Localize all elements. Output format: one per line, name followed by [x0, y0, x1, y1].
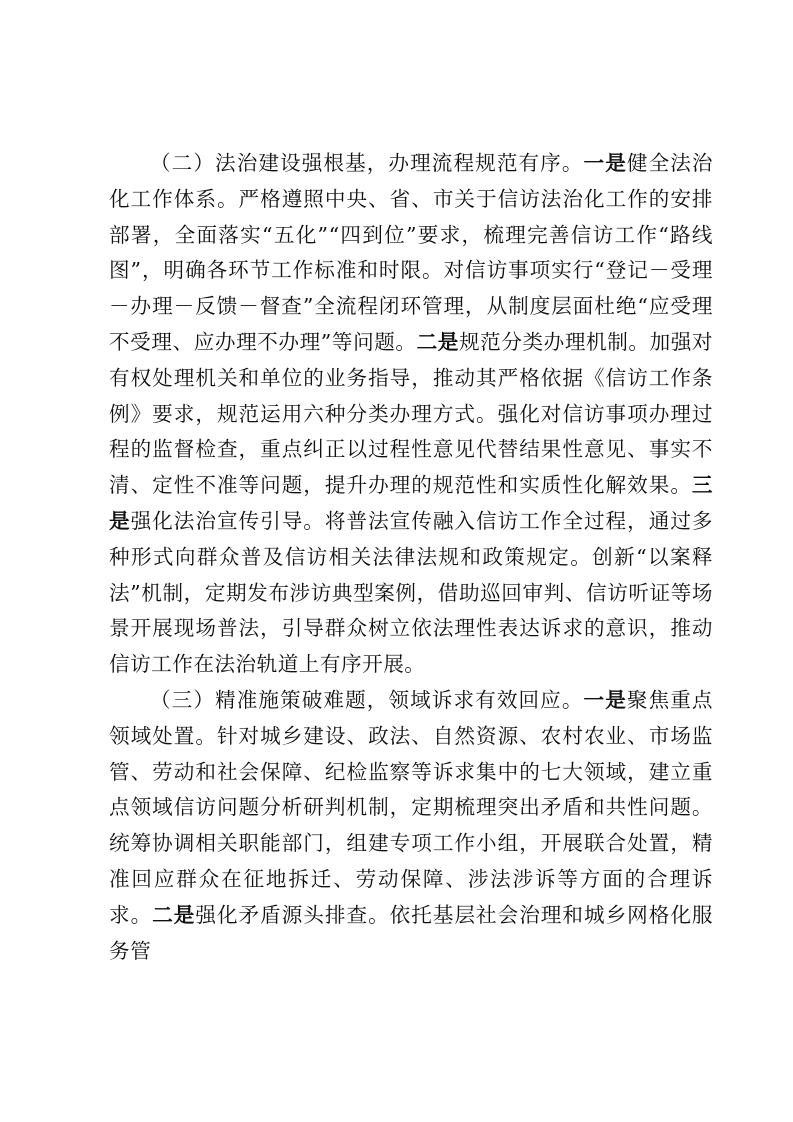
point-lead: 一是 — [583, 687, 627, 712]
document-page — [109, 146, 713, 969]
paragraph-section-3 — [109, 683, 713, 969]
point-text: 强化法治宣传引导。将普法宣传融入信访工作全过程，通过多种形式向群众普及信访相关法律法规和政策规定。创新“以案释法”机制，定期发布涉访典型案例，借助巡回审判、信访听证等场景开展现场普法，引导群众树立依法理性表达诉求的意识，推动信访工作在法治轨道上有序开展。 — [109, 508, 714, 677]
point-text: 规范分类办理机制。加强对有权处理机关和单位的业务指导，推动其严格依据《信访工作条例》要求，规范运用六种分类办理方式。强化对信访事项办理过程的监督检查，重点纠正以过程性意见代替结果性意见、事实不清、定性不准等问题，提升办理的规范性和实质性化解效果。 — [109, 329, 714, 498]
section-heading-3: （三）精准施策破难题，领域诉求有效回应。 — [150, 687, 584, 712]
paragraph-section-2 — [109, 146, 713, 683]
point-text: 强化矛盾源头排查。依托基层社会治理和城乡网格化服务管 — [109, 902, 714, 963]
point-text: 健全法治化工作体系。严格遵照中央、省、市关于信访法治化工作的安排部署，全面落实“五化”“四到位”要求，梳理完善信访工作“路线图”，明确各环节工作标准和时限。对信访事项实行“登记－受理－办理－反馈－督查”全流程闭环管理，从制度层面杜绝“应受理不受理、应办理不办理”等问题。 — [109, 151, 714, 354]
point-lead: 三是 — [109, 473, 713, 533]
point-lead: 二是 — [416, 329, 459, 354]
section-heading-2: （二）法治建设强根基，办理流程规范有序。 — [150, 151, 584, 175]
point-lead: 一是 — [583, 151, 627, 175]
point-text: 聚焦重点领域处置。针对城乡建设、政法、自然资源、农村农业、市场监管、劳动和社会保障、纪检监察等诉求集中的七大领域，建立重点领域信访问题分析研判机制，定期梳理突出矛盾和共性问题。统筹协调相关职能部门，组建专项工作小组，开展联合处置，精准回应群众在征地拆迁、劳动保障、涉法涉诉等方面的合理诉求。 — [109, 687, 714, 927]
point-lead: 二是 — [152, 902, 196, 927]
